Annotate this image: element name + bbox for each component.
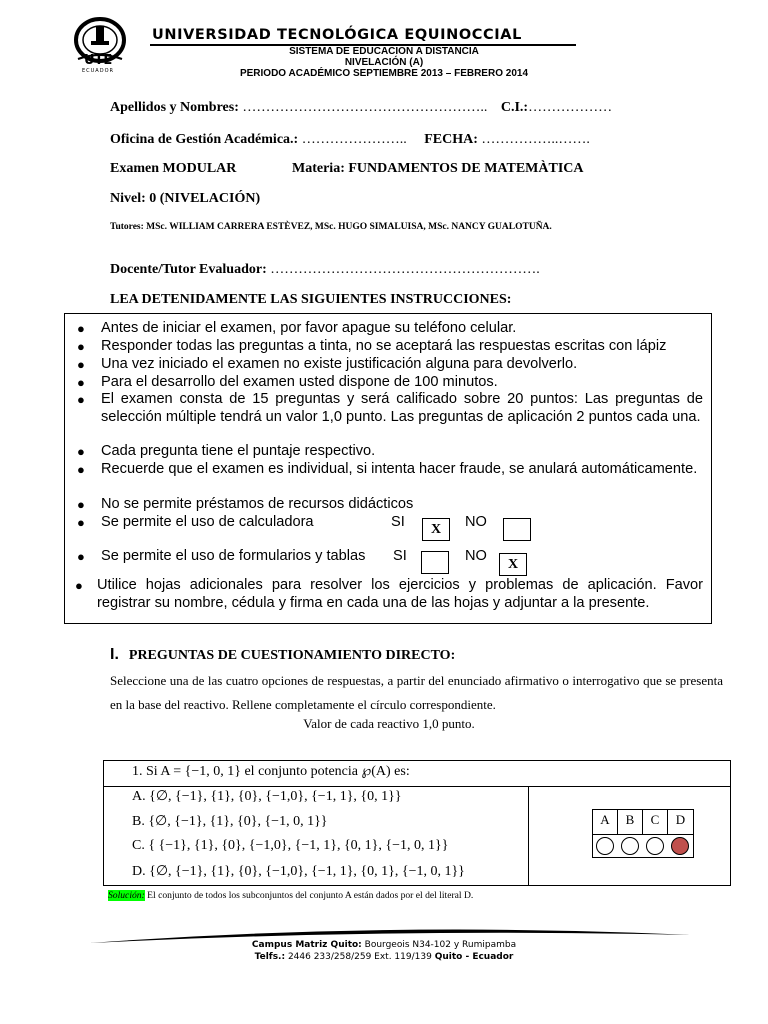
footer-address: Campus Matriz Quito: Bourgeois N34-102 y Rumipamba [251,940,517,950]
instruction-item: ● No se permite préstamos de recursos didácticos [77,496,414,512]
names-blank[interactable]: …………………………………………….. [238,100,488,115]
option-c: C. { {−1}, {1}, {0}, {−1,0}, {−1, 1}, {0, 1}, {−1, 0, 1}} [132,838,449,853]
logo-text: UTE [84,53,113,68]
option-a: A. {∅, {−1}, {1}, {0}, {−1,0}, {−1, 1}, {0, 1}} [132,789,402,804]
calc-no-label: NO [465,514,487,530]
ci-blank[interactable]: ……………… [528,100,613,115]
answer-letter-c: C [643,810,668,834]
instructions-title: LEA DETENIDAMENTE LAS SIGUIENTES INSTRUCCIONES: [110,292,512,307]
answer-circle-a[interactable] [596,837,614,855]
level: Nivel: 0 (NIVELACIÓN) [110,191,261,206]
forms-si-label: SI [393,548,407,564]
option-d: D. {∅, {−1}, {1}, {0}, {−1,0}, {−1, 1}, {0, 1}, {−1, 0, 1}} [132,864,465,879]
names-label: Apellidos y Nombres: [110,100,239,115]
answer-grid-divider [593,834,693,835]
logo-subtext: ECUADOR [82,68,114,74]
instruction-item: ● Cada pregunta tiene el puntaje respectivo. [77,443,376,459]
calculator-rule: ● Se permite el uso de calculadora [77,514,314,530]
evaluator-blank[interactable]: …………………………………………………. [266,262,540,277]
answer-letter-d: D [675,812,686,827]
solution-text: El conjunto de todos los subconjuntos del conjunto A están dados por el del literal D. [144,890,474,901]
header-line-1: SISTEMA DE EDUCACION A DISTANCIA [289,46,479,57]
instruction-item: ● Para el desarrollo del examen usted dispone de 100 minutos. [77,374,498,390]
ci-label: C.I.: [500,100,529,115]
office-blank[interactable]: ………………….. [298,132,407,147]
office-label: Oficina de Gestión Académica.: [110,132,299,147]
tutors: Tutores: MSc. WILLIAM CARRERA ESTÈVEZ, MSc. HUGO SIMALUISA, MSc. NANCY GUALOTUÑA. [110,222,552,232]
instruction-item: ● Una vez iniciado el examen no existe justificación alguna para devolverlo. [77,356,578,372]
answer-grid [592,809,694,858]
calc-no-checkbox[interactable] [503,518,531,541]
forms-si-checkbox[interactable] [421,551,449,574]
value-note: Valor de cada reactivo 1,0 punto. [303,716,475,731]
office-row [110,132,590,148]
names-row [110,100,612,116]
fecha-label: FECHA: [424,132,478,147]
evaluator-label: Docente/Tutor Evaluador: [110,262,267,277]
section-number: I. [110,646,119,663]
section-intro: Seleccione una de las cuatro opciones de respuestas, a partir del enunciado afirmativo o interrogativo que se presenta en la base del reactivo. Rellene completamente el círculo correspondiente. [110,673,723,712]
header-line-2: NIVELACIÓN (A) [344,57,424,68]
evaluator-row [110,262,540,278]
header-line-3: PERIODO ACADÉMICO SEPTIEMBRE 2013 – FEBRERO 2014 [239,68,529,79]
instruction-item: ● Responder todas las preguntas a tinta, no se aceptará las respuestas escritas con lápiz [77,338,667,354]
solution-note [108,890,473,901]
forms-no-checkbox[interactable]: X [499,553,527,576]
section-title [110,646,455,664]
university-name: UNIVERSIDAD TECNOLÓGICA EQUINOCCIAL [152,27,522,43]
answer-circle-c[interactable] [646,837,664,855]
table-divider [104,786,730,787]
instruction-item: ● El examen consta de 15 preguntas y será calificado sobre 20 puntos: Las preguntas de selección múltiple tendrá un valor 1,0 punto. Las preguntas de aplicación 2 puntos cada una. [77,391,703,425]
footer-phones: Telfs.: 2446 233/258/259 Ext. 119/139 Quito - Ecuador [254,952,514,962]
forms-no-label: NO [465,548,487,564]
answer-circle-d[interactable] [671,837,689,855]
formulas-rule: ● Se permite el uso de formularios y tablas [77,548,366,564]
instruction-item: ● Recuerde que el examen es individual, si intenta hacer fraude, se anulará automáticamente. [77,461,698,477]
answer-letter-a: A [593,810,618,834]
instruction-item: ● Utilice hojas adicionales para resolver los ejercicios y problemas de aplicación. Favor registrar su nombre, cédula y firma en cada una de las hojas y adjuntar a la presente. [75,577,703,611]
calc-si-label: SI [391,514,405,530]
table-column-divider [528,786,529,885]
section-title-text: PREGUNTAS DE CUESTIONAMIENTO DIRECTO: [128,648,456,663]
instruction-item: ● Antes de iniciar el examen, por favor apague su teléfono celular. [77,320,517,336]
solution-label: Solución: [108,890,145,901]
subject: Materia: FUNDAMENTOS DE MATEMÀTICA [292,161,584,176]
fecha-blank[interactable]: ……………..……. [477,132,590,147]
answer-letter-b: B [618,810,643,834]
option-b: B. {∅, {−1}, {1}, {0}, {−1, 0, 1}} [132,814,328,829]
exam-type: Examen MODULAR [110,161,237,176]
answer-circle-b[interactable] [621,837,639,855]
calc-si-checkbox[interactable]: X [422,518,450,541]
question-stem: 1. Si A = {−1, 0, 1} el conjunto potencia ℘(A) es: [132,764,410,779]
